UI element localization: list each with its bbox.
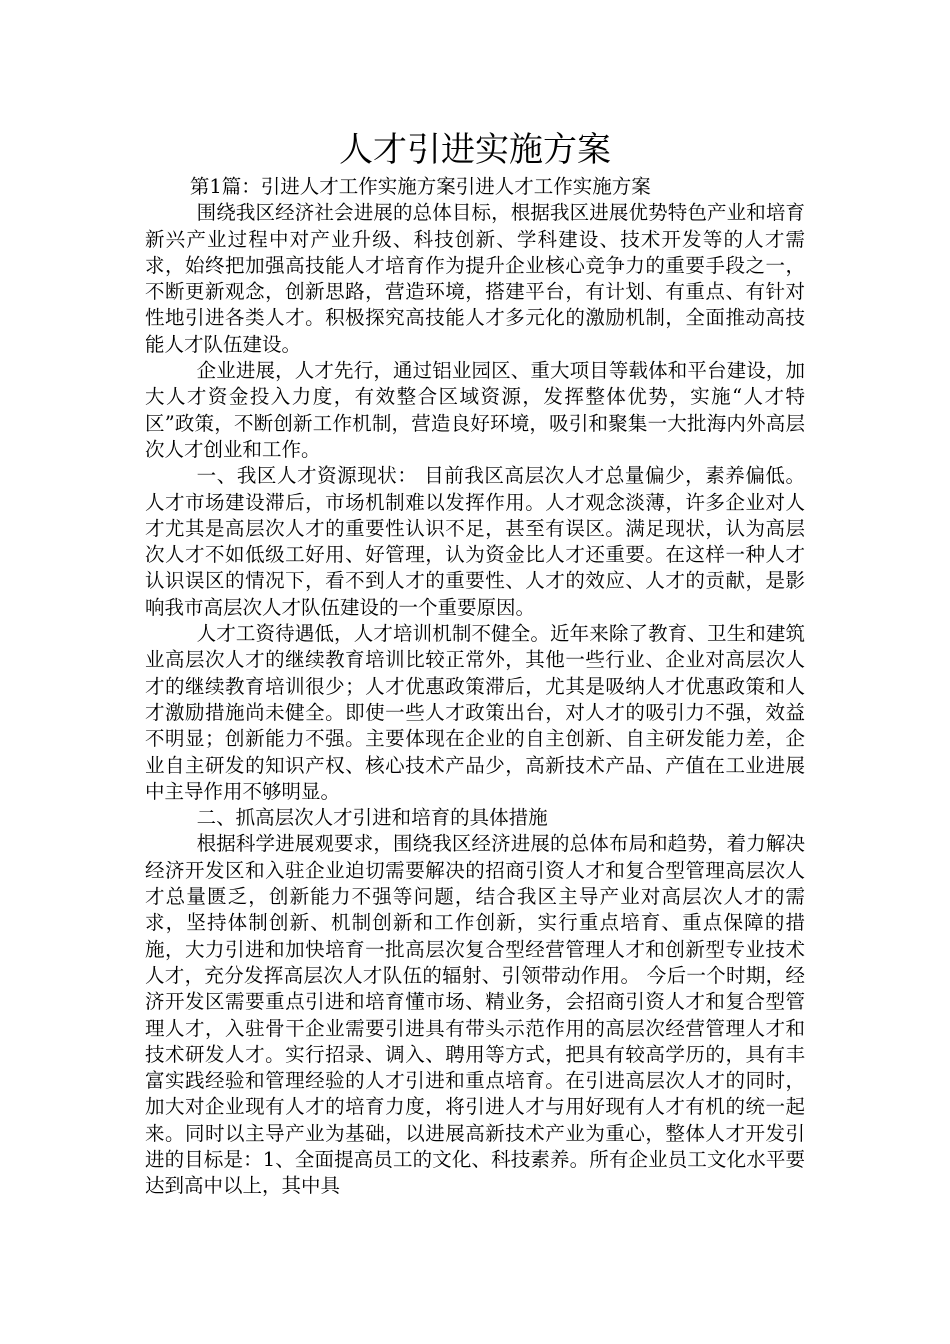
body-paragraph: 一、我区人才资源现状： 目前我区高层次人才总量偏少，素养偏低。人才市场建设滞后，市场机制难以发挥作用。人才观念淡薄，许多企业对人才尤其是高层次人才的重要性认识不足，甚至有误区。满足现状，认为高层次人才不如低级工好用、好管理，认为资金比人才还重要。在这样一种人才认识误区的情况下，看不到人才的重要性、人才的效应、人才的贡献，是影响我市高层次人才队伍建设的一个重要原因。 xyxy=(145,464,805,619)
body-paragraph: 企业进展，人才先行，通过铝业园区、重大项目等载体和平台建设，加大人才资金投入力度，有效整合区域资源，发挥整体优势，实施“人才特区”政策，不断创新工作机制，营造良好环境，吸引和聚集一大批海内外高层次人才创业和工作。 xyxy=(145,359,805,461)
section-heading: 二、抓高层次人才引进和培育的具体措施 xyxy=(196,806,548,830)
body-paragraph: 根据科学进展观要求，围绕我区经济进展的总体布局和趋势，着力解决经济开发区和入驻企业迫切需要解决的招商引资人才和复合型管理高层次人才总量匮乏，创新能力不强等问题，结合我区主导产业对高层次人才的需求，坚持体制创新、机制创新和工作创新，实行重点培育、重点保障的措施，大力引进和加快培育一批高层次复合型经营管理人才和创新型专业技术人才，充分发挥高层次人才队伍的辐射、引领带动作用。 今后一个时期，经济开发区需要重点引进和培育懂市场、精业务，会招商引资人才和复合型管理人才，入驻骨干企业需要引进具有带头示范作用的高层次经营管理人才和技术研发人才。实行招录、调入、聘用等方式，把具有较高学历的，具有丰富实践经验和管理经验的人才引进和重点培育。在引进高层次人才的同时，加大对企业现有人才的培育力度，将引进人才与用好现有人才有机的统一起来。同时以主导产业为基础，以进展高新技术产业为重心，整体人才开发引进的目标是：1、全面提高员工的文化、科技素养。所有企业员工文化水平要达到高中以上，其中具 xyxy=(145,832,805,1198)
body-paragraph: 人才工资待遇低，人才培训机制不健全。近年来除了教育、卫生和建筑业高层次人才的继续教育培训比较正常外，其他一些行业、企业对高层次人才的继续教育培训很少；人才优惠政策滞后，尤其是吸纳人才优惠政策和人才激励措施尚未健全。即使一些人才政策出台，对人才的吸引力不强，效益不明显；创新能力不强。主要体现在企业的自主创新、自主研发能力差，企业自主研发的知识产权、核心技术产品少，高新技术产品、产值在工业进展中主导作用不够明显。 xyxy=(145,622,805,803)
section-heading: 第1篇：引进人才工作实施方案引进人才工作实施方案 xyxy=(189,175,651,198)
document-body xyxy=(145,174,805,1200)
document-title: 人才引进实施方案 xyxy=(339,130,611,170)
body-paragraph: 围绕我区经济社会进展的总体目标，根据我区进展优势特色产业和培育新兴产业过程中对产业升级、科技创新、学科建设、技术开发等的人才需求，始终把加强高技能人才培育作为提升企业核心竞争力的重要手段之一，不断更新观念，创新思路，营造环境，搭建平台，有计划、有重点、有针对性地引进各类人才。积极探究高技能人才多元化的激励机制，全面推动高技能人才队伍建设。 xyxy=(145,201,805,356)
